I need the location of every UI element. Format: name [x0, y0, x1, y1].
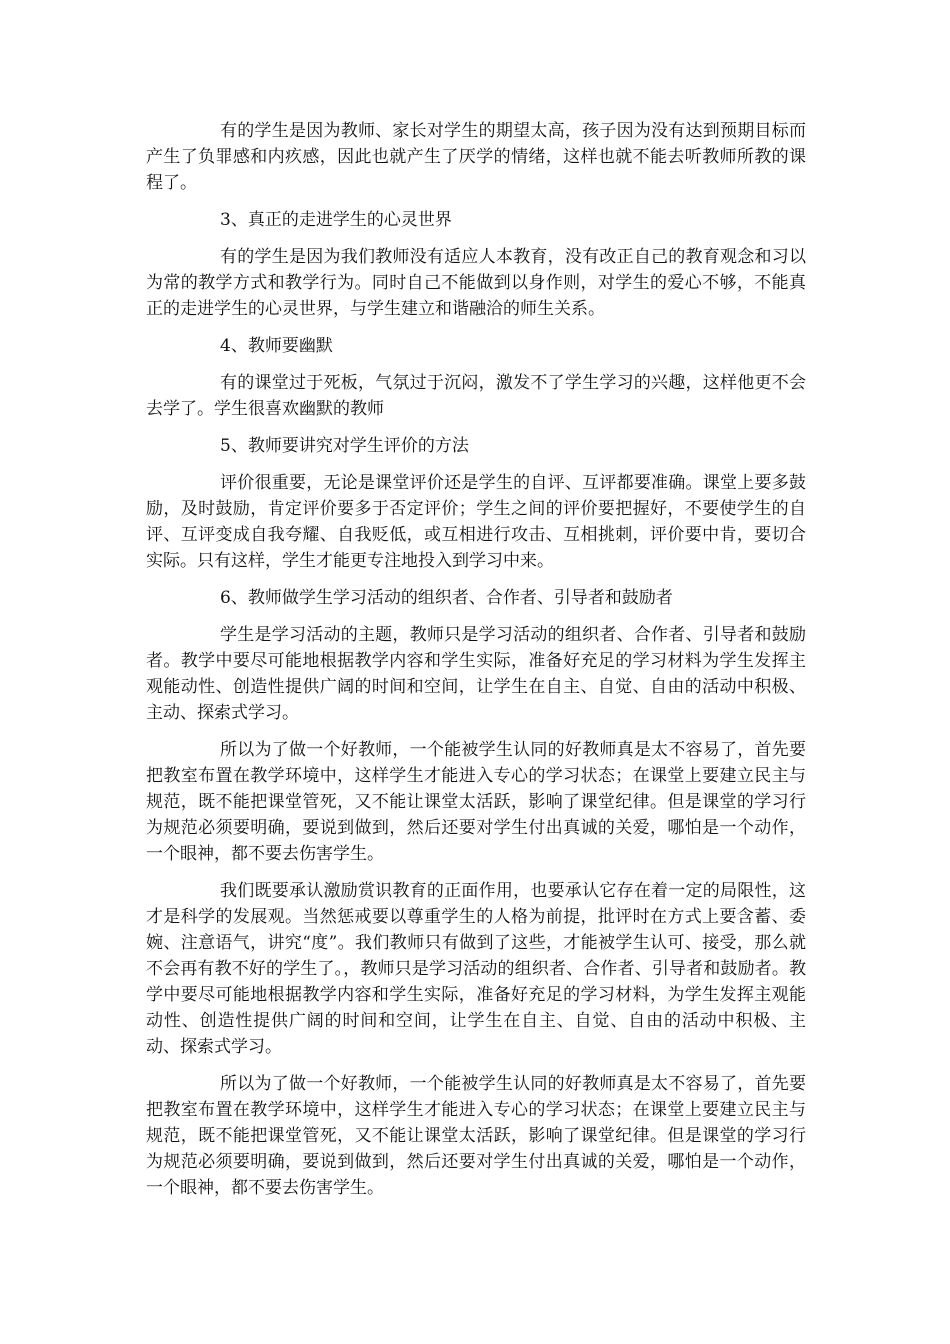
paragraph: 学生是学习活动的主题，教师只是学习活动的组织者、合作者、引导者和鼓励者。教学中要尽可能地根据教学内容和学生实际，准备好充足的学习材料为学生发挥主观能动性、创造性提供广阔的时间和空间，让学生在自主、自觉、自由的活动中积极、主动、探索式学习。 [146, 625, 806, 723]
section-heading: 4、教师要幽默 [220, 336, 333, 356]
section-heading: 6、教师做学生学习活动的组织者、合作者、引导者和鼓励者 [220, 588, 673, 608]
section-heading: 3、真正的走进学生的心灵世界 [220, 210, 452, 230]
paragraph: 评价很重要，无论是课堂评价还是学生的自评、互评都要准确。课堂上要多鼓励，及时鼓励，肯定评价要多于否定评价；学生之间的评价要把握好，不要使学生的自评、互评变成自我夸耀、自我贬低，或互相进行攻击、互相挑刺，评价要中肯，要切合实际。只有这样，学生才能更专注地投入到学习中来。 [146, 473, 806, 571]
paragraph: 有的学生是因为教师、家长对学生的期望太高，孩子因为没有达到预期目标而产生了负罪感和内疚感，因此也就产生了厌学的情绪，这样也就不能去听教师所教的课程了。 [146, 121, 806, 193]
paragraph: 所以为了做一个好教师，一个能被学生认同的好教师真是太不容易了，首先要把教室布置在教学环境中，这样学生才能进入专心的学习状态；在课堂上要建立民主与规范，既不能把课堂管死，又不能让课堂太活跃，影响了课堂纪律。但是课堂的学习行为规范必须要明确，要说到做到，然后还要对学生付出真诚的关爱，哪怕是一个动作，一个眼神，都不要去伤害学生。 [146, 1074, 806, 1198]
paragraph: 有的课堂过于死板，气氛过于沉闷，激发不了学生学习的兴趣，这样他更不会去学了。学生很喜欢幽默的教师 [146, 373, 806, 419]
document-page [146, 118, 806, 1212]
paragraph: 有的学生是因为我们教师没有适应人本教育，没有改正自己的教育观念和习以为常的教学方式和教学行为。同时自己不能做到以身作则，对学生的爱心不够，不能真正的走进学生的心灵世界，与学生建立和谐融洽的师生关系。 [146, 247, 806, 319]
paragraph: 所以为了做一个好教师，一个能被学生认同的好教师真是太不容易了，首先要把教室布置在教学环境中，这样学生才能进入专心的学习状态；在课堂上要建立民主与规范，既不能把课堂管死，又不能让课堂太活跃，影响了课堂纪律。但是课堂的学习行为规范必须要明确，要说到做到，然后还要对学生付出真诚的关爱，哪怕是一个动作，一个眼神，都不要去伤害学生。 [146, 740, 806, 864]
paragraph: 我们既要承认激励赏识教育的正面作用，也要承认它存在着一定的局限性，这才是科学的发展观。当然惩戒要以尊重学生的人格为前提，批评时在方式上要含蓄、委婉、注意语气，讲究“度”。我们教师只有做到了这些，才能被学生认可、接受，那么就不会再有教不好的学生了。，教师只是学习活动的组织者、合作者、引导者和鼓励者。教学中要尽可能地根据教学内容和学生实际，准备好充足的学习材料，为学生发挥主观能动性、创造性提供广阔的时间和空间，让学生在自主、自觉、自由的活动中积极、主动、探索式学习。 [146, 881, 806, 1057]
section-heading: 5、教师要讲究对学生评价的方法 [220, 436, 469, 456]
